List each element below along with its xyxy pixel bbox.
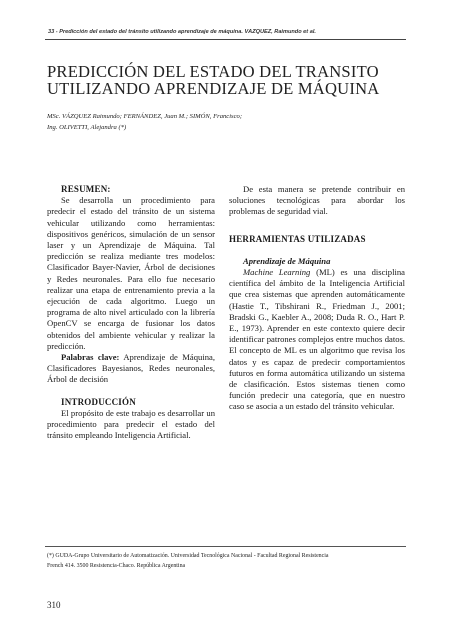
tools-heading: HERRAMIENTAS UTILIZADAS [229, 233, 366, 244]
running-header: 33 - Predicción del estado del tránsito utilizando aprendizaje de máquina. VÁZQUEZ, Raimundo et al. [48, 29, 316, 35]
keywords-text: Aprendizaje de Máquina, Clasificadores Bayesianos, Redes neuronales, Árbol de decisión [47, 352, 215, 385]
spacer [229, 218, 405, 234]
right-paragraph-1: De esta manera se pretende contribuir en soluciones tecnológicas para abordar los problemas de seguridad vial. [229, 184, 405, 217]
page-number: 310 [47, 600, 61, 610]
spacer [229, 245, 405, 256]
author-line-1: MSc. VÁZQUEZ Raimundo; FERNÁNDEZ, Juan M.; SIMÓN, Francisco; [47, 113, 243, 120]
keywords-paragraph [47, 352, 215, 386]
left-column [47, 184, 215, 441]
ml-term: Machine Learning [243, 267, 311, 278]
footnote-rule [45, 546, 406, 547]
paper-title [47, 63, 412, 97]
resumen-heading: RESUMEN: [61, 184, 111, 194]
header-rule [45, 39, 406, 40]
title-line-2: UTILIZANDO APRENDIZAJE DE MÁQUINA [47, 79, 380, 98]
footnote-line-2: French 414. 3500 Resistencia-Chaco. República Argentina [47, 563, 186, 569]
author-list [47, 111, 347, 133]
keywords-label: Palabras clave: [61, 352, 120, 363]
right-column [229, 184, 405, 413]
ml-body: (ML) es una disciplina científica del ámbito de la Inteligencia Artificial que crea sistemas que aprenden automáticamente (Hastie T., Tibshirani R., Friedman J., 2001; Bradski G., Kaebler A., 2008; Duda R. O., Hart P. E., 1973). Aprender en este contexto quiere decir identificar patrones complejos entre muchos datos. El concepto de ML es un algoritmo que revisa los datos y es capaz de predecir comportamientos futuros en forma automática utilizando un sistema de clasificación. Estos sistemas tienen como función predecir una categoría, que en nuestro caso se asocia a un estado del tránsito vehicular. [229, 267, 405, 412]
subsection-heading: Aprendizaje de Máquina [243, 255, 331, 266]
spacer [47, 386, 215, 397]
footnote [47, 551, 412, 571]
ml-paragraph [229, 267, 405, 413]
title-line-1: PREDICCIÓN DEL ESTADO DEL TRANSITO [47, 62, 379, 81]
intro-heading: INTRODUCCIÓN [61, 396, 136, 407]
author-line-2: Ing. OLIVETTI, Alejandra (*) [47, 124, 127, 131]
resumen-body: Se desarrolla un procedimiento para predecir el estado del tránsito de un sistema vehicular utilizando como herramientas: dispositivos genéricos, simulación de un sensor laser y un Aprendizaje de Máquina. Tal predicción se realiza mediante tres modelos: Clasificador Bayer-Navier, Árbol de decisiones y Redes neuronales. Para ello fue necesario realizar una etapa de entrenamiento previa a la ejecución de cada algoritmo. Luego un programa de alto nivel articulado con la librería OpenCV se encarga de fusionar los datos obtenidos del ambiente vehicular y realizar la predicción. [47, 195, 215, 351]
intro-body: El propósito de este trabajo es desarrollar un procedimiento para predecir el estado del tránsito empleando Inteligencia Artificial. [47, 407, 215, 441]
footnote-line-1: (*) GUDA-Grupo Universitario de Automatización. Universidad Tecnológica Nacional - Facultad Regional Resistencia [47, 553, 329, 559]
